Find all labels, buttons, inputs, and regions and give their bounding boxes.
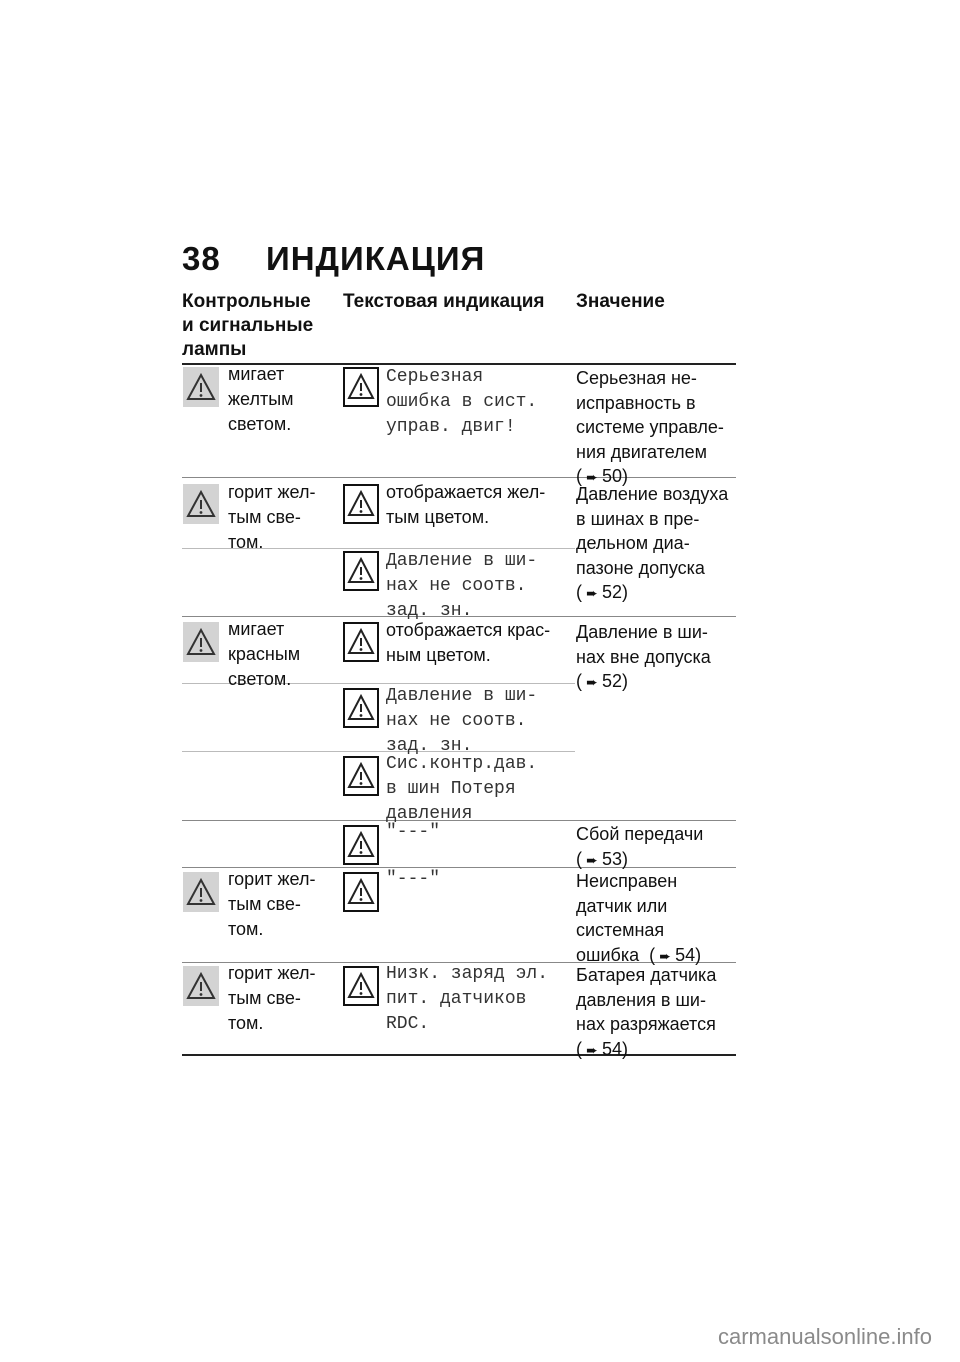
- display-text: отображается жел- тым цветом.: [386, 482, 546, 527]
- warning-lamp-icon: [183, 872, 219, 912]
- page-reference: ( ➨ 50): [576, 464, 724, 490]
- display-text: "---": [386, 822, 441, 842]
- page-reference: ( ➨ 52): [576, 580, 728, 606]
- arrow-icon: ➨: [586, 1041, 598, 1058]
- header-text-display: Текстовая индикация: [343, 291, 545, 312]
- page-title: [182, 240, 485, 278]
- display-text: Сис.контр.дав. в шин Потеря давления: [386, 754, 538, 824]
- meaning-text: Давление в ши- нах вне допуска ( ➨ 52): [576, 620, 711, 695]
- arrow-icon: ➨: [659, 947, 671, 964]
- meaning-text: Сбой передачи ( ➨ 53): [576, 822, 703, 872]
- arrow-icon: ➨: [586, 469, 598, 485]
- arrow-icon: ➨: [586, 674, 598, 690]
- arrow-icon: ➨: [586, 851, 598, 868]
- warning-display-icon: [343, 551, 379, 591]
- display-text: Серьезная ошибка в сист. управ. двиг!: [386, 367, 538, 437]
- page-heading: ИНДИКАЦИЯ: [266, 240, 486, 277]
- warning-display-icon: [343, 688, 379, 728]
- warning-display-icon: [343, 367, 379, 407]
- page-reference: ошибка ( ➨ 54): [576, 943, 701, 969]
- arrow-icon: ➨: [586, 585, 598, 601]
- meaning-text: Серьезная не- исправность в системе управле- ния двигателем ( ➨ 50): [576, 366, 724, 490]
- display-text: "---": [386, 869, 441, 889]
- lamp-description: горит жел- тым све- том.: [228, 963, 316, 1033]
- display-text: Давление в ши- нах не соотв. зад. зн.: [386, 551, 538, 621]
- page-reference: ( ➨ 52): [576, 669, 711, 695]
- warning-lamp-icon: [183, 484, 219, 524]
- meaning-text: Неисправен датчик или системная ошибка ( ➨ 54): [576, 869, 701, 968]
- page-reference: ( ➨ 53): [576, 847, 703, 873]
- warning-display-icon: [343, 825, 379, 865]
- warning-display-icon: [343, 966, 379, 1006]
- display-text: Низк. заряд эл. пит. датчиков RDC.: [386, 964, 549, 1034]
- warning-lamp-icon: [183, 367, 219, 407]
- lamp-description: горит жел- тым све- том.: [228, 482, 316, 552]
- warning-display-icon: [343, 756, 379, 796]
- lamp-description: мигает красным светом.: [228, 619, 301, 689]
- warning-lamp-icon: [183, 966, 219, 1006]
- meaning-text: Давление воздуха в шинах в пре- дельном диа- пазоне допуска ( ➨ 52): [576, 482, 728, 606]
- lamp-description: горит жел- тым све- том.: [228, 869, 316, 939]
- display-text: Давление в ши- нах не соотв. зад. зн.: [386, 686, 538, 756]
- warning-display-icon: [343, 484, 379, 524]
- warning-display-icon: [343, 872, 379, 912]
- header-lamps: Контрольные и сигнальные лампы: [182, 291, 314, 360]
- meaning-text: Батарея датчика давления в ши- нах разряжается ( ➨ 54): [576, 963, 716, 1062]
- warning-lamp-icon: [183, 622, 219, 662]
- page-reference: ( ➨ 54): [576, 1037, 716, 1063]
- watermark: carmanualsonline.info: [717, 1324, 932, 1349]
- warning-display-icon: [343, 622, 379, 662]
- lamp-description: мигает желтым светом.: [228, 364, 294, 434]
- header-meaning: Значение: [576, 291, 665, 312]
- page-number: 38: [182, 240, 221, 277]
- display-text: отображается крас- ным цветом.: [386, 620, 551, 665]
